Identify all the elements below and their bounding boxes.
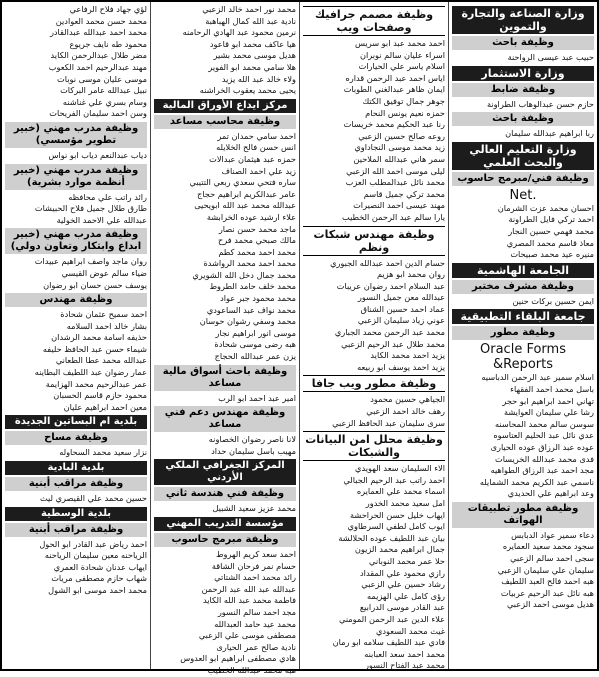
candidate-name: مصطفى موسى علي الزعبي [198,630,296,641]
candidate-name: زيد علي احمد الصناف [221,165,296,176]
candidate-name: احمد سامي حمدان تمر [217,130,296,141]
candidate-name: محمد نور احمد خالد الزعبي [202,4,296,14]
candidate-name: شيماء حسن عبد الحافظ حليفه [42,343,147,354]
candidate-name: محمد وسفي رشوان حوسان [199,316,296,327]
candidate-name: رائد محمد احمد الشتاتي [214,572,296,583]
candidate-name: احمد راتب عبد الرحيم الجبالي [343,474,445,485]
candidate-name: عمر عبدالرحيم محمد الهزايمة [45,378,147,389]
candidate-name: هديل موسى احمد الزعبي [506,599,594,610]
candidate-name: محمد عزيز سعيد الشبيل [212,503,296,514]
job-title-heading: وظيفة مطور ويب جافا [303,375,445,392]
candidate-name: حبيب عبد عيسى الرواحنة [507,52,594,62]
candidate-name: محمد حسن محمد العوادين [55,15,147,26]
candidate-name: يارا سالم عبد الرحمن الخطيب [342,211,445,222]
candidate-name: جوهر جمال توفيق الكتك [362,95,445,106]
candidate-name: روعه صالح حسين الزعبي [358,130,445,141]
candidate-name: ايهاب عدنان شحادة العمري [53,561,147,572]
institution-heading: وزارة الصناعة والتجارة والتموين [452,6,594,34]
candidate-name: الرياحنه معين سليمان الرياحنه [44,550,147,561]
columns-container [2,2,597,675]
candidate-name: مهند عبدالرحيم احمد الكعوب [48,61,147,72]
candidate-name: محمد فهمي حسين النجار [508,225,594,236]
candidate-name: حلا عمر محمد النوباني [369,555,445,566]
candidate-name: ماجد محمد حسن نصار [218,223,296,234]
candidate-name: احمد رياض عبد القادر ابو الحول [39,538,147,549]
job-title-heading: وظيفة فني/مبرمج حاسوب [452,172,594,186]
candidate-name: رازي محمود علي المقداد [360,567,445,578]
job-title-heading: وظيفة مراقب أبنية [5,523,147,537]
institution-heading: بلدية ام البساتين الجديدة [5,415,147,429]
institution-heading: جامعة البلقاء التطبيقية [452,309,594,324]
candidate-name: محمود حازم قاسم الحسبان [53,390,147,401]
institution-heading: المركز الجغرافي الملكي الأردني [154,459,296,485]
candidate-name: باسل محمد احمد الفقهاء [510,383,594,394]
job-title-heading: وظيفة مهندس [5,293,147,307]
candidate-name: محمد جمال دخل الله الشويري [192,269,296,280]
candidate-name: روان ماجد واصف ابراهيم عبيدات [34,256,147,267]
candidate-name: امل سعيد محمد الخدور [365,498,445,508]
candidate-name: محمد عبد الرحمن محمد الجباري [334,327,445,338]
candidate-name: فدى محمد عبدالله الخريسات [494,453,594,464]
candidate-name: سليمان علي سليمان الزعبي [497,564,594,575]
candidate-name: هلا سامي محمد ابو الفوير [208,61,296,72]
candidate-name: علاء الدين عبد الرحمن المومني [339,613,445,624]
candidate-name: رؤى كامل علي الهزيمه [367,590,445,601]
candidate-name: حازم حسن عبدالوهاب الطراونة [486,98,594,109]
candidate-name: عبد القادر موسى الدرابيع [359,602,445,613]
candidate-name: محمد نواف عبد الساعودي [206,304,296,315]
candidate-name: نرمين محمود عبد الهادي الرحامنه [182,27,296,38]
candidate-name: هبه نائل عبد الرحيم عربيات [500,587,594,598]
column-2 [299,2,448,669]
institution-heading: بلدية البادية [5,461,147,475]
candidate-name: محمد خلف حامد الطروط [209,281,296,292]
candidate-name: لؤي جهاد فلاح الرفاعي [69,4,147,14]
column-1 [448,2,597,669]
candidate-name: محمد نائل عبدالمطلب العزب [345,177,445,188]
job-title-heading: وظيفة مهندس شبكات ونظم [303,226,445,256]
job-title-heading: وظيفة فني هندسة ثاني [154,487,296,501]
candidate-name: عبدالله محمد عبد الله ابويحيى [194,200,296,211]
institution-heading: الجامعة الهاشمية [452,263,594,278]
candidate-name: علاء ارشيد عوده الخرابشة [206,211,296,222]
candidate-name: ايوب كامل لطفي السرطاوي [347,521,445,532]
candidate-name: احمد سميح عثمان شحادة [60,309,147,320]
candidate-name: ايمان ظاهر عبدالغني الطوبات [343,84,445,95]
institution-heading: وزارة التعليم العالي والبحث العلمي [452,142,594,170]
candidate-name: رشا علي سليمان العوايشة [503,407,594,418]
candidate-name: هبه رضى موسى شحادة [214,339,296,350]
candidate-name: سرى سليمان عبد الحافظ الزعبي [332,417,445,428]
candidate-name: مجد احمد سالم النسور [217,606,296,617]
candidate-name: سمر هاني عبدالله الملاحين [353,153,445,164]
job-title-heading: وظيفة باحث [452,112,594,126]
candidate-name: اسماء محمد علي العمايره [356,486,445,497]
candidate-name: محمد تركي جميل قاسم [363,188,445,199]
candidate-name: رنا عبد الحكيم محمد خريسات [343,119,445,130]
candidate-name: يوسف حسن حسان ابو رضوان [43,279,147,290]
job-title-heading: وظيفة مدرب مهني (خبير تطوير مؤسسي) [5,122,147,148]
candidate-name: ولاء خالد عبد الله يزيد [221,73,296,84]
candidate-name: محمد احمد سعد العبابنه [364,648,445,659]
candidate-name: احمد تركي فايل الطراونة [508,214,594,225]
job-title-heading: وظيفة باحث [452,36,594,50]
candidate-name: عمار رضوان عبد اللطيف البطاينه [34,367,147,378]
candidate-name: لانا ناصر رضوان الخصاونه [208,434,296,445]
candidate-name: انس حسن فالح الخلايله [216,142,296,153]
job-title-heading: وظيفة محلل امن البيانات والشبكات [303,431,445,461]
candidate-name: مجد احمد عبد الرزاق الطواهيه [490,465,594,476]
candidate-name: وسن احمد سليمان الفريحات [49,108,147,119]
candidate-name: حسين محمد علي القيصري ليث [39,493,147,504]
candidate-name: محمد طلال عبد الرحيم الزعبي [341,338,445,349]
candidate-name: رائد راتب علي محافظه [68,191,147,202]
candidate-name: نادية صالح عمر الحيارى [216,641,296,652]
candidate-name: محمد عيد حامد العبدالله [214,618,296,629]
candidate-name: معاذ قاسم محمد المصري [506,237,594,248]
candidate-name: سجود محمد سعيد العمايره [502,541,594,552]
candidate-name: فادي عبد اللطيف سلامه ابو رمان [332,637,445,648]
candidate-name: مالك صبحي محمد فرح [217,235,296,246]
tech-label: .Net [509,187,537,203]
institution-heading: مؤسسة التدريب المهني [154,517,296,531]
candidate-name: حمزه عبد هيثمان عبدالات [209,153,296,164]
candidate-name: عبدالله عبد الله عبد الرحمن [201,583,296,594]
candidate-name: هبة محمد عبدالله الخطيب [207,664,296,675]
candidate-name: عبدالله علي الاحمد الخولية [56,214,147,225]
candidate-name: وعد ابراهيم علي الحديدي [507,488,594,499]
candidate-name: عدي نائل عبد الحليم العتاسوه [493,430,594,441]
job-title-heading: وظيفة مصمم جرافيك وصفحات ويب [303,6,445,36]
candidate-name: محمد محمود جبر عواد [220,293,296,304]
candidate-name: احمد محمد عبد ابو سريس [354,38,445,48]
job-title-heading: وظيفة ضابط [452,83,594,97]
institution-heading: بلدية الوسطية [5,507,147,521]
candidate-name: غيث محمد السعودي [375,625,445,636]
candidate-name: سجى احمد سالم الزعبي [510,553,594,564]
candidate-name: روان محمد ابو هزيم [376,269,445,280]
candidate-name: جمال ابراهيم محمد الزيون [354,544,445,555]
candidate-name: هادي مصطفى ابراهيم ابو العدوس [180,653,296,664]
candidate-name: عبدالله معن جميل النسور [357,292,445,303]
candidate-name: دياب عبدالنعم دياب ابو نواس [48,149,147,160]
candidate-name: حذيفه اسامة محمد الرشدان [51,332,147,343]
candidate-name: عامر عبدالكريم ابراهيم حجاج [197,188,296,199]
candidate-name: تهاني احمد ابراهيم ابو حجر [502,395,594,406]
candidate-name: بشار خالد احمد السلامه [66,320,147,331]
job-title-heading: وظيفة باحث أسواق مالية مساعد [154,365,296,391]
candidate-name: يزيد احمد محمد الكايد [370,350,445,361]
candidate-name: هديل موسى محمد بشير [213,50,296,61]
candidate-name: ليلى موسى احمد الله الزعبي [346,165,445,176]
candidate-name: وسام بسري علي غناشنه [62,96,147,107]
candidate-name: موسى انور ابراهيم نجار [215,327,296,338]
job-title-heading: وظيفة مدرب مهني (خبير أنظمة موارد بشرية) [5,164,147,190]
candidate-name: طارق طلال جميل فلاح الحبيشات [34,203,147,214]
candidate-name: عوده عبد الرزاق عوده الحيارى [490,441,594,452]
candidate-name: اسلام ياسر علي الحيارات [358,61,445,72]
candidate-name: زيد محمد موسى النجاداوي [354,142,445,153]
candidate-name: مهيب باسل سليمان حداد [211,445,296,456]
candidate-name: شهاب حازم مصطفى مريات [51,573,147,584]
candidate-name: محمد احمد محمد الرواشدة [203,258,296,269]
job-title-heading: وظيفة مراقب أبنية [5,477,147,491]
candidate-name: هيا عاكف محمد ابو قاعود [209,38,296,49]
candidate-name: محمد احمد عبدالله عبدالقادر [49,27,147,38]
candidate-name: يحيى محمد يعقوب الخراشنه [199,85,296,96]
job-title-heading: وظيفة مبرمج حاسوب [154,533,296,547]
candidate-name: يزيد احمد يوسف ابو ربيعه [357,361,445,372]
candidate-name: ناسمي عبد الكريم محمد الشمايله [479,476,594,487]
job-title-heading: وظيفة مدرب مهني (خبير ابداع وابتكار وتعاون دولي) [5,228,147,254]
candidate-name: ساره فتحي سعدي ربعي التتيبي [189,177,296,188]
candidate-name: اسراء عليان سالم نوبران [359,49,445,60]
candidate-name: رهف خالد احمد الزعبي [366,406,445,417]
candidate-name: نزار سعيد محمد السحاوله [59,447,147,458]
candidate-name: احمد سعد كريم الهروط [215,549,296,559]
candidate-name: احسان محمد عزت الشرمان [497,202,594,213]
institution-heading: وزارة الاستثمار [452,66,594,81]
job-title-heading: وظيفة مطور تطبيقات الهواتف [452,502,594,528]
institution-heading: مركز ايداع الأوراق المالية [154,99,296,113]
candidate-name: نبيل عبدالله عامر البركات [60,85,147,96]
tech-label: Oracle Forms &Reports [480,342,566,373]
job-title-heading: وظيفة مساح [5,431,147,445]
candidate-name: دعاء سمير عواد الدبابس [511,529,594,540]
candidate-name: عوني زياد سليمان الزعبي [357,315,445,326]
candidate-name: محمود طه نايف جريوع [69,38,147,49]
candidate-name: محمد احمد محمد كطم [218,246,296,257]
candidate-name: عبدالله محمد عطا الطعاني [55,355,147,366]
candidate-name: امير عبد احمد ابو الرب [218,392,296,403]
candidate-name: فاطمة محمد عبد الله الكايد [202,595,296,606]
candidate-name: حمزه نعيم يونس النحام [365,107,445,118]
candidate-name: رشاد حسين علي الزعبي [361,579,445,590]
candidate-name: مضر طلال عبدالرحمن الكايد [50,50,147,61]
candidate-name: ايهاب خليل حسن الحراحشة [350,509,445,520]
candidate-name: عماد احمد حسين الشناق [360,303,445,314]
job-title-heading: وظيفة مطور [452,326,594,340]
column-3 [150,2,299,675]
candidate-name: سوسن سالم محمد المحاسنه [495,418,594,429]
column-4 [2,2,150,669]
candidate-name: ضياء سالم عوض القيسي [61,267,147,278]
candidate-name: اسلام سمير عبد الرحمن الدباسيه [481,372,594,383]
candidate-name: نادية عبد الله كمال الهباهبة [205,15,296,26]
candidate-name: حسام الدين احمد عبدالله الجبوري [330,257,445,268]
candidate-name: ربا ابراهيم عبدالله سليمان [505,128,594,139]
candidate-name: محمد احمد موسى ابو الشول [48,585,147,595]
candidate-name: بيان عبد اللطيف عوده الحلالشة [338,532,445,543]
candidate-name: عبد السلام احمد رضوان عريبات [336,280,445,291]
candidate-name: مهند عيسى احمد النصيرات [353,200,445,211]
candidate-name: الجياهي حسين محمود [370,394,445,405]
candidate-name: موسى عليان موسى نوبات [57,73,147,84]
candidate-name: محمد عبد الفتاح النسور [364,660,445,671]
job-title-heading: وظيفة مشرف مختبر [452,280,594,294]
job-title-heading: وظيفة مهندس دعم فني مساعد [154,406,296,432]
candidate-name: هبه احمد فالح العبد اللطيف [501,576,594,587]
candidate-name: يزن عمر عبدالله الحجاج [214,351,296,362]
candidate-name: ايمن حسين بركات حنين [512,295,594,306]
candidate-name: الاء السليمان سعد الهويدي [355,463,445,474]
candidate-name: حسام نمر فرحان الشاقة [211,560,296,571]
candidate-name: اياس احمد عبد الرحمن قداره [345,72,445,83]
candidate-name: منيره عيد محمد صبيحات [510,249,594,260]
candidate-name: معين احمد ابراهيم عليان [63,401,147,412]
job-title-heading: وظيفة محاسب مساعد [154,115,296,129]
